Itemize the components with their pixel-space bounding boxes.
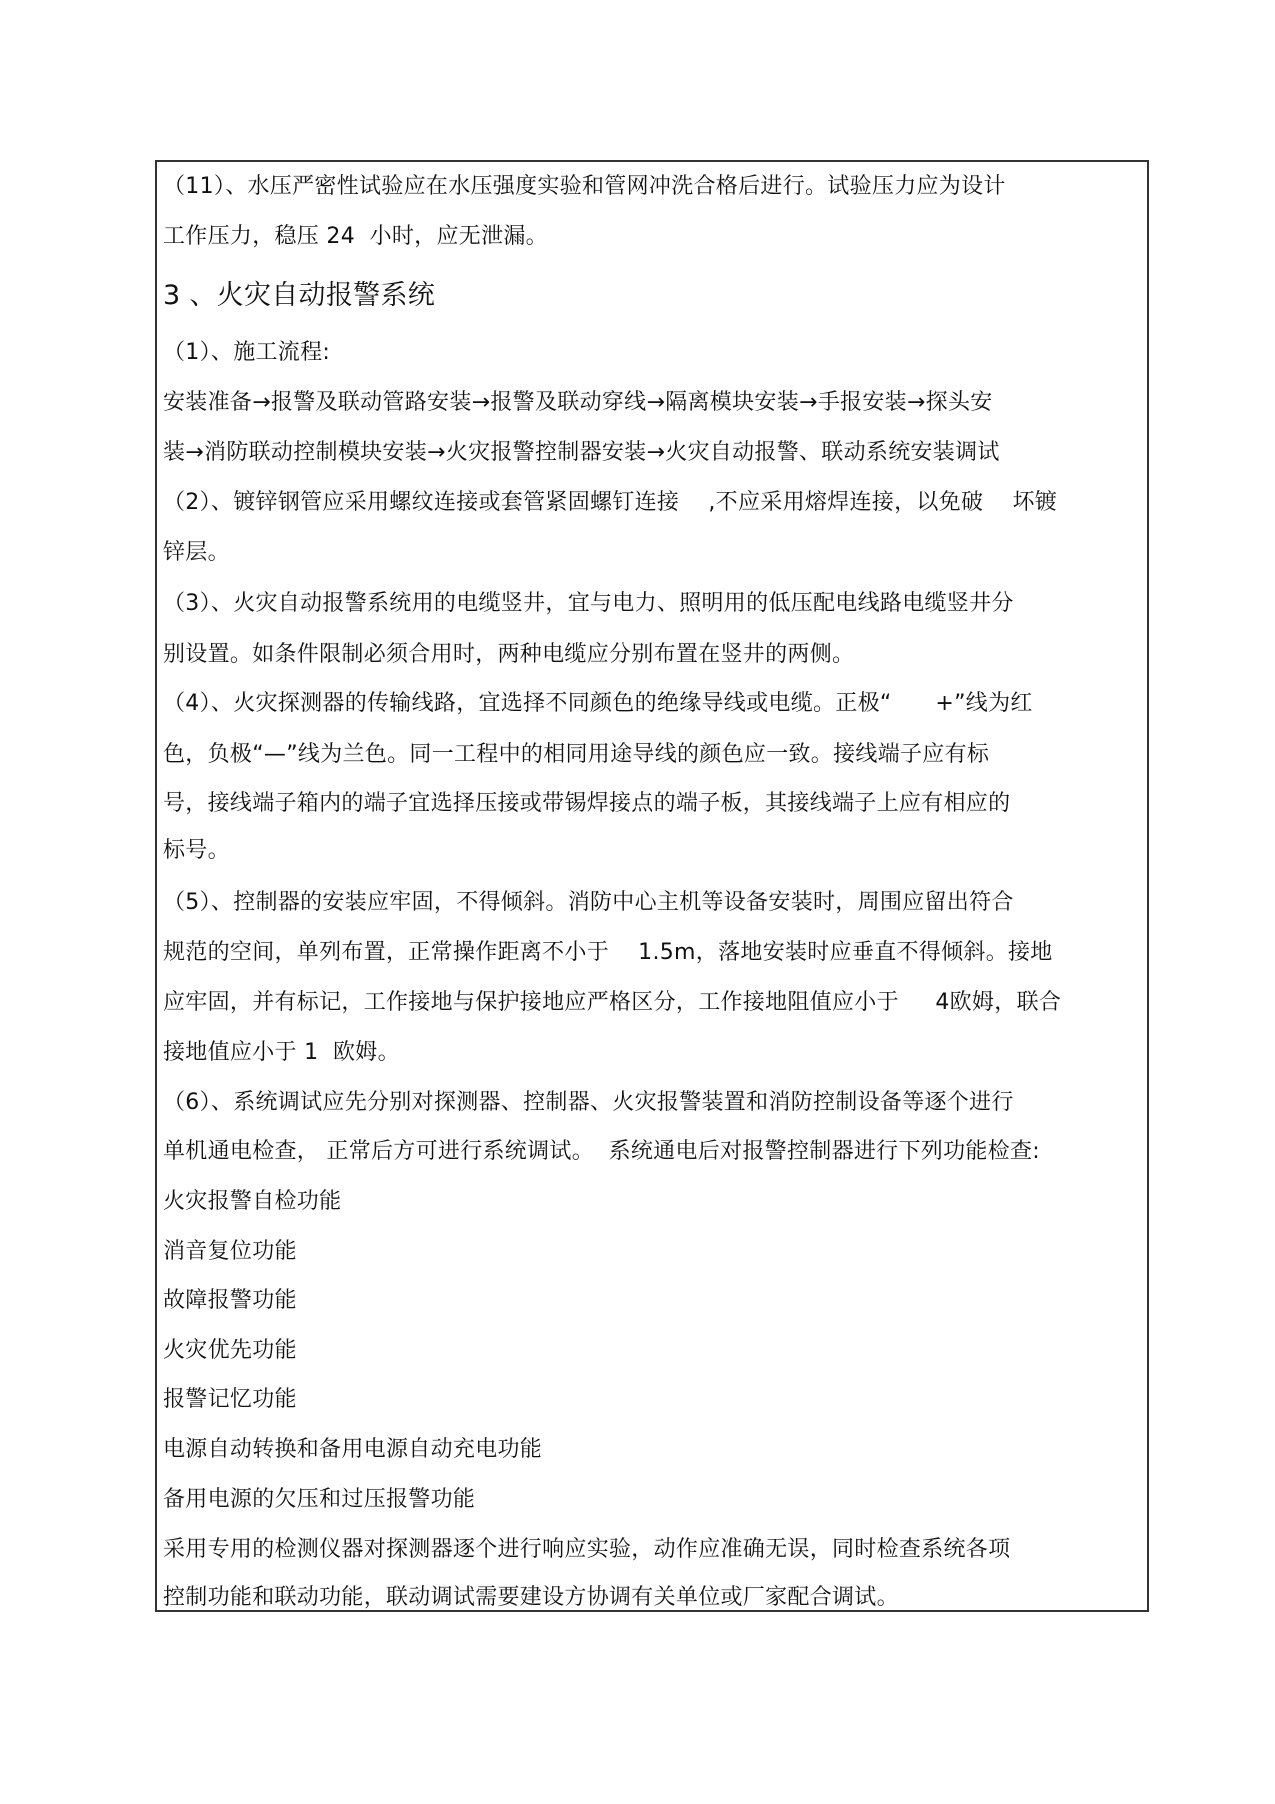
process-flow-line-2: 装→消防联动控制模块安装→火灾报警控制器安装→火灾自动报警、联动系统安装调试 bbox=[163, 440, 1000, 465]
item-6-line-1: （6）、系统调试应先分别对探测器、控制器、火灾报警装置和消防控制设备等逐个进行 bbox=[163, 1090, 1014, 1115]
process-flow-line-1: 安装准备→报警及联动管路安装→报警及联动穿线→隔离模块安装→手报安装→探头安 bbox=[163, 390, 993, 415]
item-4-line-4: 标号。 bbox=[163, 838, 230, 863]
function-check-item: 消音复位功能 bbox=[163, 1239, 297, 1264]
section-heading: 3 、火灾自动报警系统 bbox=[163, 280, 436, 311]
item-4-line-2: 色，负极“—”线为兰色。同一工程中的相同用途导线的颜色应一致。接线端子应有标 bbox=[163, 742, 990, 767]
item-3-line-1: （3）、火灾自动报警系统用的电缆竖井，宜与电力、照明用的低压配电线路电缆竖井分 bbox=[163, 591, 1014, 616]
item-4-line-3: 号，接线端子箱内的端子宜选择压接或带锡焊接点的端子板，其接线端子上应有相应的 bbox=[163, 791, 1011, 816]
function-check-item: 故障报警功能 bbox=[163, 1288, 297, 1313]
item-5-line-3: 应牢固，并有标记，工作接地与保护接地应严格区分，工作接地阻值应小于 4欧姆，联合 bbox=[163, 990, 1062, 1015]
item-2-line-2: 锌层。 bbox=[163, 540, 230, 565]
item-4-line-1: （4）、火灾探测器的传输线路，宜选择不同颜色的绝缘导线或电缆。正极“ +”线为红 bbox=[163, 691, 1033, 716]
function-check-item: 报警记忆功能 bbox=[163, 1387, 297, 1412]
item-3-line-2: 别设置。如条件限制必须合用时，两种电缆应分别布置在竖井的两侧。 bbox=[163, 642, 855, 667]
closing-line-1: 采用专用的检测仪器对探测器逐个进行响应实验，动作应准确无误，同时检查系统各项 bbox=[163, 1537, 1011, 1562]
function-check-item: 备用电源的欠压和过压报警功能 bbox=[163, 1487, 476, 1512]
item-1-label: （1）、施工流程: bbox=[163, 340, 331, 365]
item-5-line-2: 规范的空间，单列布置，正常操作距离不小于 1.5m，落地安装时应垂直不得倾斜。接地 bbox=[163, 940, 1053, 965]
item-6-line-2: 单机通电检查， 正常后方可进行系统调试。 系统通电后对报警控制器进行下列功能检查: bbox=[163, 1139, 1040, 1164]
closing-line-2: 控制功能和联动功能，联动调试需要建设方协调有关单位或厂家配合调试。 bbox=[163, 1585, 899, 1610]
paragraph-11-line-1: （11）、水压严密性试验应在水压强度实验和管网冲洗合格后进行。试验压力应为设计 bbox=[163, 174, 1006, 199]
content-frame bbox=[155, 160, 1149, 1612]
paragraph-11-line-2: 工作压力，稳压 24 小时，应无泄漏。 bbox=[163, 224, 548, 249]
function-check-item: 火灾优先功能 bbox=[163, 1338, 297, 1363]
function-check-item: 电源自动转换和备用电源自动充电功能 bbox=[163, 1437, 543, 1462]
item-5-line-1: （5）、控制器的安装应牢固，不得倾斜。消防中心主机等设备安装时，周围应留出符合 bbox=[163, 890, 1014, 915]
function-check-item: 火灾报警自检功能 bbox=[163, 1189, 342, 1214]
item-5-line-4: 接地值应小于 1 欧姆。 bbox=[163, 1040, 400, 1065]
item-2-line-1: （2）、镀锌钢管应采用螺纹连接或套管紧固螺钉连接 ,不应采用熔焊连接，以免破 坏镀 bbox=[163, 490, 1058, 515]
